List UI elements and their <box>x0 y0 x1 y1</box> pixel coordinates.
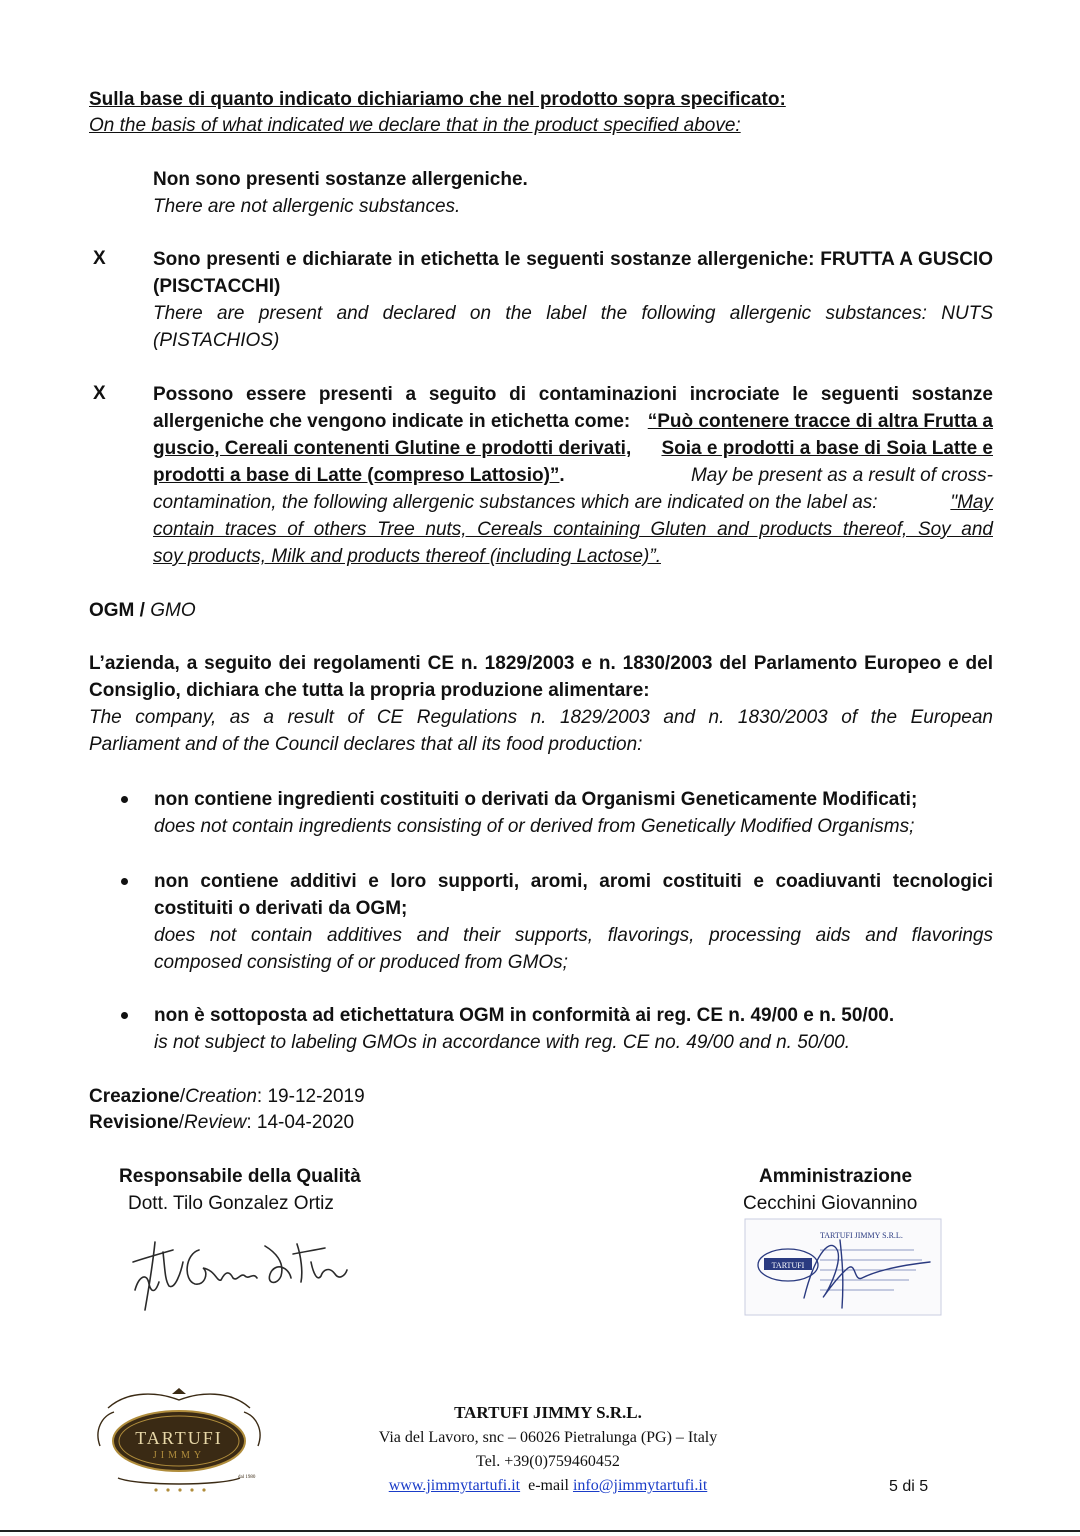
option-3-line-6: contain traces of others Tree nuts, Cereals containing Gluten and products thereof, Soy and <box>153 519 993 540</box>
option-3-line-1: Possono essere presenti a seguito di contaminazioni incrociate le seguenti sostanze <box>153 384 993 405</box>
website-link[interactable]: www.jimmytartufi.it <box>388 1477 521 1494</box>
logo-text: TARTUFI <box>135 1428 223 1448</box>
stamp-logo-text: TARTUFI <box>771 1261 805 1270</box>
gmo-intro-en-line-1: The company, as a result of CE Regulations n. 1829/2003 and n. 1830/2003 of the European <box>89 707 993 728</box>
bullet-dot <box>121 1012 128 1019</box>
gmo-intro-it-line-2: Consiglio, dichiara che tutta la propria produzione alimentare: <box>89 680 650 701</box>
email-label: e-mail <box>528 1477 569 1494</box>
option-1-en: There are not allergenic substances. <box>153 196 461 217</box>
option-3-line-7: soy products, Milk and products thereof (including Lactose)”. <box>153 546 661 567</box>
logo-since: dal 1980 <box>238 1475 256 1480</box>
signature-left-name: Dott. Tilo Gonzalez Ortiz <box>128 1193 334 1214</box>
email-link[interactable]: info@jimmytartufi.it <box>572 1477 708 1494</box>
creation-date-line: Creazione/Creation: 19-12-2019 <box>89 1086 365 1107</box>
declaration-heading-it: Sulla base di quanto indicato dichiariamo che nel prodotto sopra specificato: <box>89 89 786 110</box>
signature-right-role: Amministrazione <box>759 1166 913 1187</box>
option-3-line-3-part-b: Soia e prodotti a base di Soia Latte e <box>661 438 993 459</box>
review-label-en: Review <box>184 1112 247 1133</box>
signature-left-role: Responsabile della Qualità <box>119 1166 361 1187</box>
gmo-bullet-3-en: is not subject to labeling GMOs in accordance with reg. CE no. 49/00 and n. 50/00. <box>154 1032 851 1053</box>
option-3-line-4-left <box>153 462 570 489</box>
option-3-line-4-period: . <box>559 465 570 486</box>
option-3-line-4 <box>153 462 993 489</box>
option-3-line-3-part-a: guscio, Cereali contenenti Glutine e prodotti derivati, <box>153 438 632 459</box>
gmo-bullet-2-it-line-2: costituiti o derivati da OGM; <box>154 898 408 919</box>
footer-address: Via del Lavoro, snc – 06026 Pietralunga (PG) – Italy <box>378 1429 718 1446</box>
creation-label-en: Creation <box>185 1086 257 1107</box>
signature-right-name: Cecchini Giovannino <box>743 1193 918 1214</box>
option-1-it: Non sono presenti sostanze allergeniche. <box>153 169 528 190</box>
declaration-heading-en: On the basis of what indicated we declare that in the product specified above: <box>89 115 741 136</box>
option-3-line-4-part-a: prodotti a base di Latte (compreso Lattosio)” <box>153 465 560 486</box>
gmo-title-it: OGM / <box>89 600 151 621</box>
creation-label-it: Creazione <box>89 1086 180 1107</box>
gmo-bullet-2-en-line-2: composed consisting of or produced from GMOs; <box>154 952 568 973</box>
stamp-company-text: TARTUFI JIMMY S.R.L. <box>820 1231 903 1240</box>
option-2-check-mark: X <box>93 248 106 269</box>
option-3-line-2-text: allergeniche che vengono indicate in etichetta come: <box>153 411 636 432</box>
gmo-bullet-3-it: non è sottoposta ad etichettatura OGM in conformità ai reg. CE n. 49/00 e n. 50/00. <box>154 1005 895 1026</box>
creation-date: : 19-12-2019 <box>256 1086 365 1107</box>
gmo-title-en: GMO <box>150 600 196 621</box>
option-3-line-5 <box>153 489 993 516</box>
option-3-line-3 <box>153 435 993 462</box>
logo-subtext: JIMMY <box>152 1450 206 1461</box>
gmo-bullet-2-en-line-1: does not contain additives and their supports, flavorings, processing aids and flavorings <box>154 925 993 946</box>
option-2-it-line-2: (PISCTACCHI) <box>153 276 281 297</box>
review-label-it: Revisione <box>89 1112 179 1133</box>
option-2-it-line-1: Sono presenti e dichiarate in etichetta le seguenti sostanze allergeniche: FRUTTA A GUSCIO <box>153 249 993 270</box>
option-3-line-2 <box>153 408 993 435</box>
company-stamp <box>744 1218 944 1316</box>
gmo-bullet-1-en: does not contain ingredients consisting of or derived from Genetically Modified Organisms; <box>154 816 915 837</box>
option-3-line-2-quote: “Può contenere tracce di altra Frutta a <box>647 411 993 432</box>
bottom-rule <box>0 1530 1080 1532</box>
bullet-dot <box>121 796 128 803</box>
gmo-intro-it-line-1: L’azienda, a seguito dei regolamenti CE n. 1829/2003 e n. 1830/2003 del Parlamento Europeo e del <box>89 653 993 674</box>
option-3-line-4-part-c: May be present as a result of cross- <box>690 465 993 486</box>
gmo-intro-en-line-2: Parliament and of the Council declares that all its food production: <box>89 734 643 755</box>
bullet-dot <box>121 878 128 885</box>
review-date-line: Revisione/Review: 14-04-2020 <box>89 1112 355 1133</box>
gmo-title <box>89 597 196 624</box>
footer-tel: Tel. +39(0)759460452 <box>476 1453 620 1470</box>
option-3-check-mark: X <box>93 383 106 404</box>
gmo-bullet-1-it: non contiene ingredienti costituiti o derivati da Organismi Geneticamente Modificati; <box>154 789 918 810</box>
option-2-en-line-1: There are present and declared on the label the following allergenic substances: NUTS <box>153 303 993 324</box>
gmo-bullet-2-it-line-1: non contiene additivi e loro supporti, aromi, aromi costituiti e coadiuvanti tecnologici <box>154 871 993 892</box>
footer-company: TARTUFI JIMMY S.R.L. <box>454 1403 642 1422</box>
page-number: 5 di 5 <box>889 1478 929 1495</box>
handwritten-signature <box>125 1232 355 1314</box>
option-3-line-5-text: contamination, the following allergenic substances which are indicated on the label as: <box>153 492 883 513</box>
review-date: : 14-04-2020 <box>246 1112 355 1133</box>
option-2-en-line-2: (PISTACHIOS) <box>153 330 280 351</box>
option-3-line-5-quote: "May <box>950 492 993 513</box>
